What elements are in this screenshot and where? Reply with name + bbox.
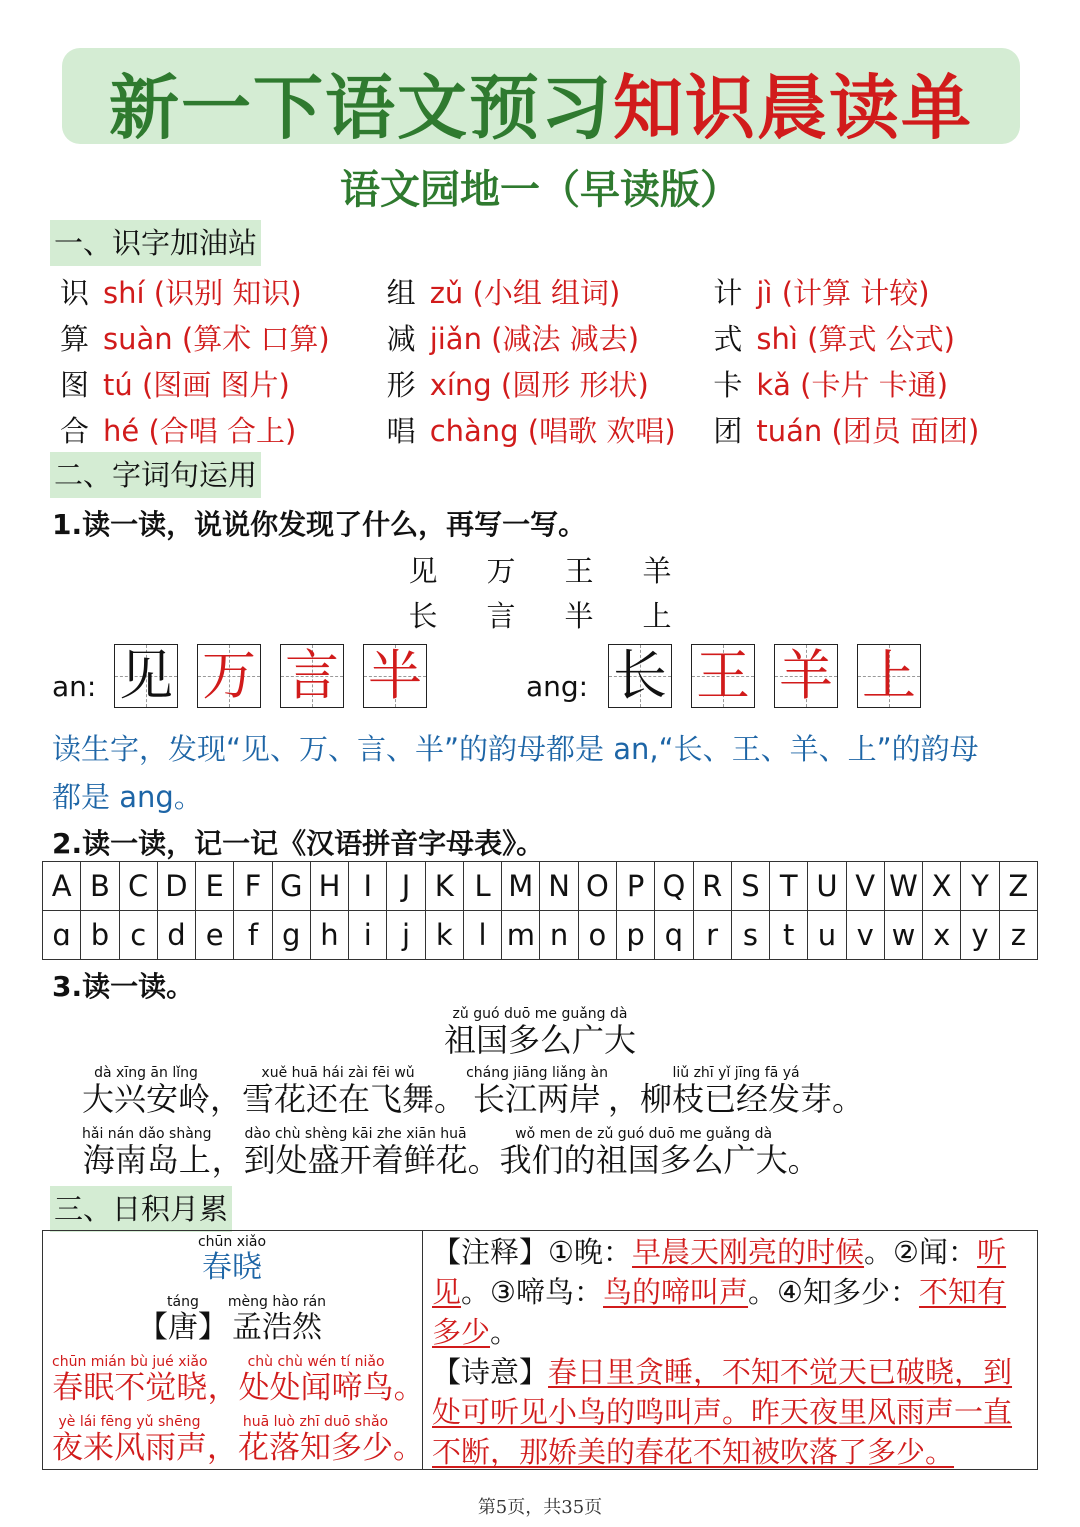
char-entry [387, 409, 714, 450]
lowercase-letter: y [961, 911, 999, 960]
char-words: (减法 减去) [491, 321, 640, 356]
reading-line-2 [82, 1126, 820, 1178]
char: 式 [713, 321, 743, 356]
ruby-pinyin [788, 1126, 820, 1142]
writing-char: 王 [696, 644, 750, 707]
ruby-pinyin [468, 1126, 500, 1142]
ruby-hanzi: ， [207, 1430, 238, 1466]
ruby-word [466, 1065, 608, 1117]
char-pinyin: xíng [429, 367, 501, 402]
char-entry [60, 271, 387, 312]
char: 卡 [713, 367, 743, 402]
question-2: 2.读一读，记一记《汉语拼音字母表》。 [52, 827, 545, 860]
lowercase-letter: b [81, 911, 119, 960]
ruby-hanzi: 。 [832, 1080, 865, 1118]
sequence-char: 上 [642, 599, 672, 633]
char-sequence-2 [384, 594, 696, 635]
ruby-word [500, 1126, 788, 1178]
char: 唱 [386, 413, 416, 448]
writing-box [114, 644, 178, 708]
ruby-word [394, 1354, 425, 1406]
an-label: an: [52, 670, 97, 703]
lowercase-letter: l [463, 911, 501, 960]
char-entry [387, 363, 714, 404]
uppercase-letter: T [770, 862, 808, 911]
ruby-hanzi: 海南岛上 [82, 1141, 211, 1179]
lowercase-letter: i [349, 911, 387, 960]
section1-heading: 一、识字加油站 [50, 220, 261, 266]
ruby-pinyin: zǔ guó duō me guǎng dà [452, 1006, 628, 1022]
lowercase-letter: t [770, 911, 808, 960]
uppercase-letter: Q [655, 862, 693, 911]
lowercase-letter: s [731, 911, 769, 960]
sequence-char: 见 [408, 554, 438, 588]
lowercase-letter: q [655, 911, 693, 960]
lowercase-row [43, 911, 1038, 960]
lowercase-letter: m [502, 911, 540, 960]
lowercase-letter: z [999, 911, 1037, 960]
question-3: 3.读一读。 [52, 970, 195, 1003]
ruby-word [52, 1414, 207, 1466]
char: 组 [386, 275, 416, 310]
char-entry [60, 409, 387, 450]
uppercase-letter: E [196, 862, 234, 911]
writing-char: 万 [202, 644, 256, 707]
ruby-pinyin [393, 1414, 424, 1430]
ruby-pinyin [210, 1065, 242, 1081]
char-entry [713, 363, 1040, 404]
ruby-pinyin [434, 1065, 466, 1081]
char-words: (卡片 卡通) [800, 367, 949, 402]
ruby-pinyin [608, 1065, 640, 1081]
char-entry [60, 317, 387, 358]
note-3-label: 。③啼鸟： [461, 1275, 604, 1309]
ruby-word [52, 1354, 208, 1406]
char-pinyin: tú [103, 367, 142, 402]
char-entry [387, 317, 714, 358]
char-words: (小组 组词) [472, 275, 621, 310]
note-2-answer: 听见 [432, 1235, 1007, 1309]
ruby-hanzi: 我们的祖国多么广大 [499, 1141, 788, 1179]
lowercase-letter: j [387, 911, 425, 960]
lowercase-letter: e [196, 911, 234, 960]
ruby-word [239, 1354, 394, 1406]
sequence-char: 万 [486, 554, 516, 588]
char-pinyin: chàng [429, 413, 528, 448]
lowercase-letter: x [923, 911, 961, 960]
char-words: (团员 面团) [831, 413, 980, 448]
lowercase-letter: d [157, 911, 195, 960]
ruby-hanzi: ， [608, 1080, 641, 1118]
writing-char: 见 [119, 644, 173, 707]
lowercase-letter: f [234, 911, 272, 960]
ruby-pinyin: hǎi nán dǎo shàng [82, 1126, 212, 1142]
ruby-hanzi: ， [211, 1141, 244, 1179]
lowercase-letter: p [616, 911, 654, 960]
ruby-pinyin [208, 1354, 239, 1370]
char: 减 [386, 321, 416, 356]
lowercase-letter: w [884, 911, 922, 960]
ruby-pinyin: xuě huā hái zài fēi wǔ [261, 1065, 415, 1081]
char-entry [713, 409, 1040, 450]
uppercase-letter: L [463, 862, 501, 911]
char: 图 [60, 367, 90, 402]
sequence-char: 王 [564, 554, 594, 588]
writing-box [608, 644, 672, 708]
ruby-hanzi: ， [207, 1370, 239, 1406]
ruby-hanzi: 大兴安岭 [82, 1080, 211, 1118]
char-row [60, 360, 1040, 406]
uppercase-letter: D [157, 862, 195, 911]
char-pinyin: jiǎn [429, 321, 492, 356]
ancient-poem-line-1 [52, 1354, 425, 1406]
ruby-hanzi: 柳枝已经发芽 [640, 1080, 833, 1118]
char-row [60, 406, 1040, 452]
ruby-pinyin [212, 1126, 244, 1142]
uppercase-letter: G [272, 862, 310, 911]
question-1: 1.读一读，说说你发现了什么，再写一写。 [52, 508, 587, 541]
ruby-hanzi: 。 [787, 1141, 820, 1179]
writing-box [363, 644, 427, 708]
ruby-word [242, 1065, 434, 1117]
page-title [62, 52, 1020, 153]
ruby-hanzi: 到处盛开着鲜花 [243, 1141, 468, 1179]
char-pinyin: tuán [756, 413, 832, 448]
ruby-word [210, 1065, 242, 1117]
ruby-pinyin: chūn xiǎo [197, 1234, 267, 1250]
ruby-hanzi: 。 [393, 1430, 424, 1466]
writing-box [774, 644, 838, 708]
char-entry [713, 317, 1040, 358]
writing-box [857, 644, 921, 708]
poem-notes [432, 1232, 1032, 1472]
answer-line-1: 读生字，发现“见、万、言、半”的韵母都是 an,“长、王、羊、上”的韵母 [52, 732, 979, 766]
char: 算 [60, 321, 90, 356]
poem-meaning: 春日里贪睡，不知不觉天已破晓，到处可听见小鸟的鸣叫声。昨天夜里风雨声一直不断，那娇美的春花不知被吹落了多少。 [432, 1355, 1013, 1469]
ruby-word [208, 1354, 239, 1406]
ruby-hanzi: 春晓 [202, 1250, 262, 1285]
char-words: (算式 公式) [807, 321, 955, 356]
writing-char: 上 [862, 644, 916, 707]
uppercase-letter: R [693, 862, 731, 911]
uppercase-letter: A [43, 862, 81, 911]
uppercase-letter: J [387, 862, 425, 911]
ancient-poem-line-2 [52, 1414, 424, 1466]
uppercase-letter: K [425, 862, 463, 911]
reading-title [0, 1006, 1080, 1058]
answer-line-2: 都是 ang。 [52, 780, 203, 814]
ruby-word [468, 1126, 500, 1178]
page-subtitle: 语文园地一（早读版） [340, 167, 740, 213]
char-words: (识别 知识) [153, 275, 302, 310]
uppercase-letter: S [731, 862, 769, 911]
ruby-hanzi: 春眠不觉晓 [52, 1370, 208, 1406]
char-pinyin: kǎ [756, 367, 801, 402]
note-4-answer: 不知有多少 [432, 1275, 1007, 1349]
char-words: (算术 口算) [181, 321, 330, 356]
title-green-part: 新一下语文预习 [109, 66, 613, 149]
lowercase-letter: u [808, 911, 846, 960]
title-red-part: 知识晨读单 [613, 66, 973, 149]
note-1-label: ①晚： [548, 1235, 633, 1269]
char-sequence-1 [384, 549, 696, 590]
page-footer: 第5页，共35页 [477, 1497, 603, 1518]
ruby-word [434, 1065, 466, 1117]
ruby-word [788, 1126, 820, 1178]
char-pinyin: hé [103, 413, 149, 448]
ruby-hanzi: 雪花还在飞舞 [242, 1080, 435, 1118]
uppercase-row [43, 862, 1038, 911]
uppercase-letter: F [234, 862, 272, 911]
ancient-poem-author [42, 1294, 422, 1346]
notes-label: 【注释】 [432, 1235, 549, 1269]
char-pinyin: jì [756, 275, 782, 310]
sequence-char: 羊 [642, 554, 672, 588]
uppercase-letter: U [808, 862, 846, 911]
writing-char: 羊 [779, 644, 833, 707]
note-3-answer: 鸟的啼叫声 [603, 1275, 749, 1309]
uppercase-letter: M [502, 862, 540, 911]
ruby-pinyin: dà xīng ān lǐng [94, 1065, 198, 1081]
lowercase-letter: h [310, 911, 348, 960]
ruby-hanzi: 夜来风雨声 [52, 1430, 207, 1466]
uppercase-letter: Z [999, 862, 1037, 911]
ruby-hanzi: 。 [434, 1080, 467, 1118]
ruby-word [832, 1065, 864, 1117]
lowercase-letter: c [119, 911, 157, 960]
writing-box [197, 644, 261, 708]
ruby-word [82, 1126, 212, 1178]
uppercase-letter: V [846, 862, 884, 911]
ruby-pinyin: wǒ men de zǔ guó duō me guǎng dà [515, 1126, 773, 1142]
char-row [60, 314, 1040, 360]
char-entry [713, 271, 1040, 312]
writing-box [280, 644, 344, 708]
ruby-hanzi: ， [210, 1080, 243, 1118]
ruby-hanzi: 花落知多少 [238, 1430, 393, 1466]
ruby-pinyin: dào chù shèng kāi zhe xiān huā [244, 1126, 467, 1142]
reading-line-1 [82, 1065, 864, 1117]
sequence-char: 言 [486, 599, 516, 633]
ruby-word [212, 1126, 244, 1178]
alphabet-table [42, 861, 1038, 960]
ruby-hanzi: 处处闻啼鸟 [238, 1370, 394, 1406]
ruby-word [244, 1126, 468, 1178]
writing-char: 言 [285, 644, 339, 707]
char: 识 [60, 275, 90, 310]
ancient-poem-title [42, 1234, 422, 1286]
ruby-word [198, 1234, 266, 1286]
uppercase-letter: W [884, 862, 922, 911]
uppercase-letter: I [349, 862, 387, 911]
meaning-label: 【诗意】 [432, 1355, 549, 1389]
char-entry [60, 363, 387, 404]
char-pinyin: shì [756, 321, 808, 356]
ruby-hanzi: 。 [467, 1141, 500, 1179]
lowercase-letter: n [540, 911, 578, 960]
section3-heading: 三、日积月累 [50, 1186, 232, 1232]
notes-end: 。 [490, 1315, 520, 1349]
ruby-pinyin: cháng jiāng liǎng àn [466, 1065, 609, 1081]
char-words: (圆形 形状) [500, 367, 649, 402]
writing-box [691, 644, 755, 708]
ruby-word [228, 1294, 326, 1346]
ruby-word [82, 1065, 210, 1117]
char-entry [387, 271, 714, 312]
ruby-word [608, 1065, 640, 1117]
section2-heading: 二、字词句运用 [50, 452, 261, 498]
char: 形 [386, 367, 416, 402]
ruby-pinyin: yè lái fēng yǔ shēng [58, 1414, 201, 1430]
ang-label: ang: [526, 670, 589, 703]
ruby-pinyin: liǔ zhī yǐ jīng fā yá [672, 1065, 800, 1081]
char-words: (图画 图片) [141, 367, 290, 402]
writing-char: 长 [613, 644, 667, 707]
lowercase-letter: k [425, 911, 463, 960]
char: 合 [60, 413, 90, 448]
ruby-pinyin [394, 1354, 425, 1370]
uppercase-letter: N [540, 862, 578, 911]
char: 计 [713, 275, 743, 310]
char-words: (合唱 合上) [148, 413, 297, 448]
char-words: (唱歌 欢唱) [527, 413, 676, 448]
ruby-pinyin: huā luò zhī duō shǎo [242, 1414, 389, 1430]
ruby-word [393, 1414, 424, 1466]
uppercase-letter: C [119, 862, 157, 911]
ruby-pinyin: mèng hào rán [227, 1294, 327, 1310]
ruby-word [207, 1414, 238, 1466]
ruby-hanzi: 【唐】 [137, 1310, 228, 1345]
uppercase-letter: X [923, 862, 961, 911]
ruby-pinyin [207, 1414, 238, 1430]
note-2-label: 。②闻： [864, 1235, 978, 1269]
ruby-word [444, 1006, 636, 1058]
ruby-pinyin: táng [167, 1294, 199, 1310]
char-row [60, 268, 1040, 314]
sequence-char: 长 [408, 599, 438, 633]
ruby-word [138, 1294, 228, 1346]
lowercase-letter: v [846, 911, 884, 960]
char-grid [60, 268, 1040, 452]
ruby-pinyin: chù chù wén tí niǎo [247, 1354, 385, 1370]
note-4-label: 。④知多少： [748, 1275, 920, 1309]
uppercase-letter: P [616, 862, 654, 911]
uppercase-letter: B [81, 862, 119, 911]
ruby-pinyin [832, 1065, 864, 1081]
char-words: (计算 计较) [781, 275, 930, 310]
note-1-answer: 早晨天刚亮的时候 [632, 1235, 865, 1269]
ruby-hanzi: 祖国多么广大 [443, 1021, 636, 1059]
uppercase-letter: H [310, 862, 348, 911]
ruby-pinyin: chūn mián bù jué xiǎo [52, 1354, 208, 1370]
ruby-hanzi: 孟浩然 [231, 1310, 322, 1345]
char-pinyin: suàn [103, 321, 182, 356]
ruby-word [640, 1065, 832, 1117]
sequence-char: 半 [564, 599, 594, 633]
char-pinyin: shí [103, 275, 154, 310]
char-pinyin: zǔ [429, 275, 473, 310]
lowercase-letter: r [693, 911, 731, 960]
writing-char: 半 [368, 644, 422, 707]
ruby-hanzi: 。 [393, 1370, 425, 1406]
uppercase-letter: O [578, 862, 616, 911]
ruby-word [238, 1414, 393, 1466]
ruby-hanzi: 长江两岸 [473, 1080, 602, 1118]
char: 团 [713, 413, 743, 448]
uppercase-letter: Y [961, 862, 999, 911]
lowercase-letter: ɑ [43, 911, 81, 960]
lowercase-letter: g [272, 911, 310, 960]
lowercase-letter: o [578, 911, 616, 960]
